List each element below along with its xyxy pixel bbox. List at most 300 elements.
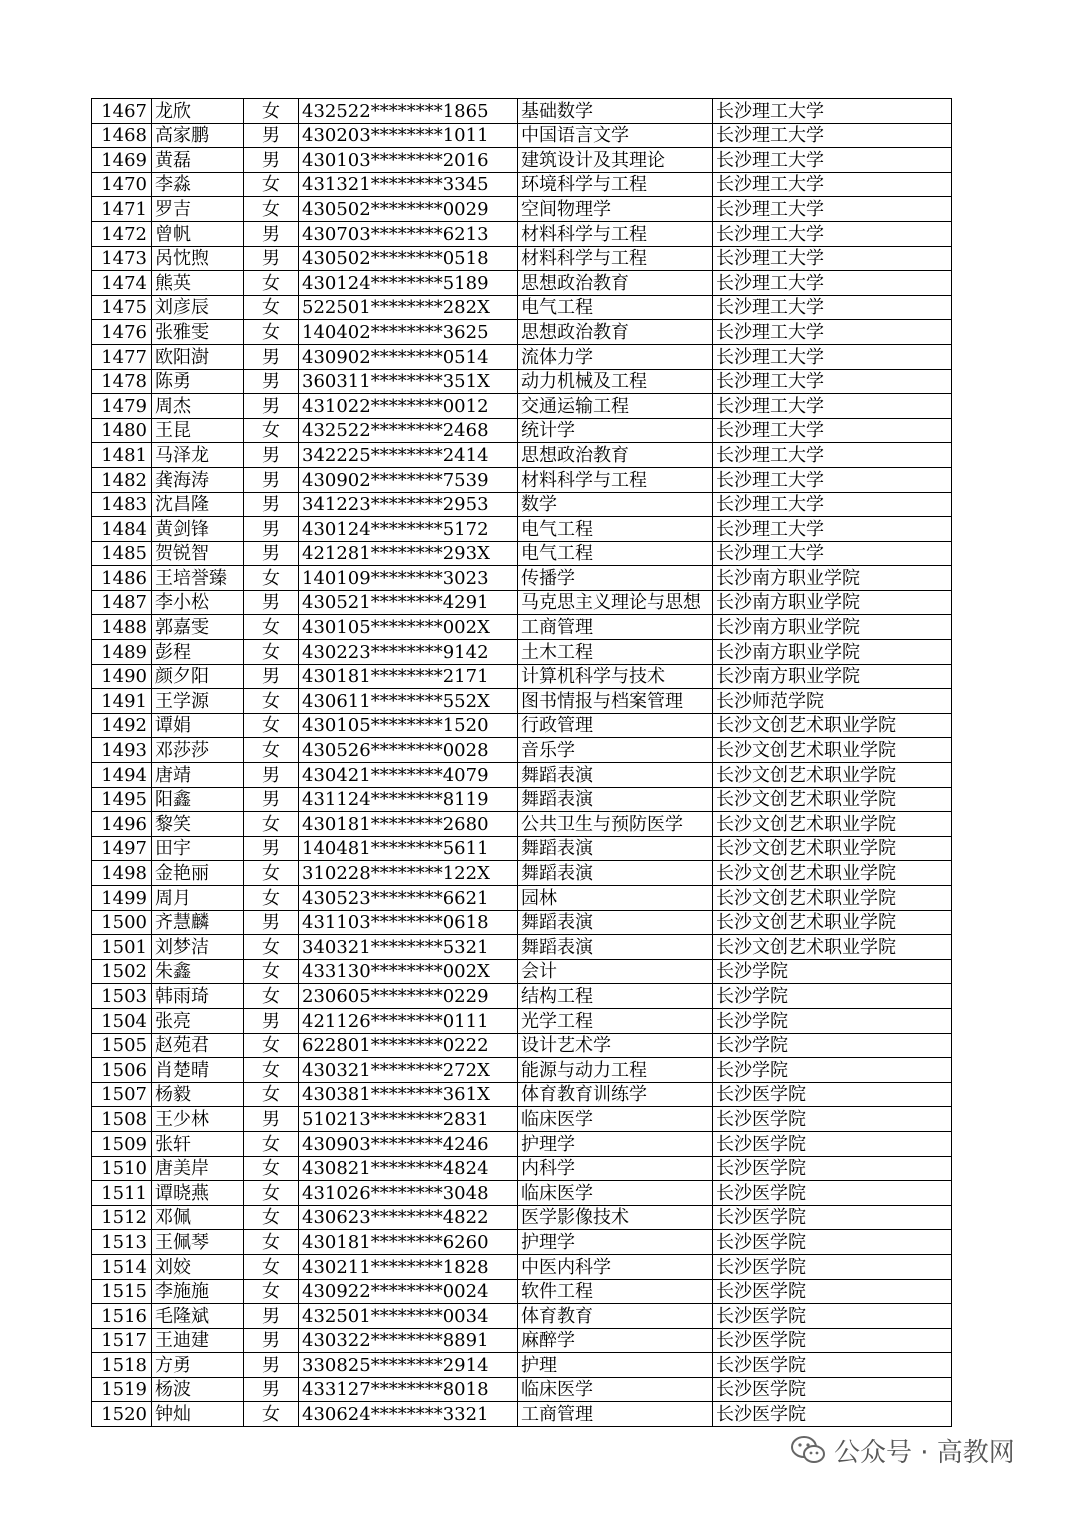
major-cell: 思想政治教育 xyxy=(518,443,713,468)
row-number-cell: 1498 xyxy=(92,861,152,886)
id-number-cell: 522501********282X xyxy=(299,295,518,320)
row-number-cell: 1520 xyxy=(92,1402,152,1427)
school-cell: 长沙医学院 xyxy=(713,1279,952,1304)
major-cell: 公共卫生与预防医学 xyxy=(518,812,713,837)
row-number-cell: 1481 xyxy=(92,443,152,468)
school-cell: 长沙医学院 xyxy=(713,1254,952,1279)
id-number-cell: 430624********3321 xyxy=(299,1402,518,1427)
school-cell: 长沙医学院 xyxy=(713,1156,952,1181)
school-cell: 长沙医学院 xyxy=(713,1107,952,1132)
gender-cell: 男 xyxy=(244,1353,299,1378)
student-name-cell: 杨波 xyxy=(152,1377,244,1402)
id-number-cell: 433130********002X xyxy=(299,959,518,984)
row-number-cell: 1507 xyxy=(92,1082,152,1107)
gender-cell: 女 xyxy=(244,713,299,738)
id-number-cell: 340321********5321 xyxy=(299,935,518,960)
gender-cell: 女 xyxy=(244,418,299,443)
school-cell: 长沙医学院 xyxy=(713,1377,952,1402)
gender-cell: 女 xyxy=(244,197,299,222)
major-cell: 交通运输工程 xyxy=(518,394,713,419)
row-number-cell: 1472 xyxy=(92,221,152,246)
row-number-cell: 1487 xyxy=(92,590,152,615)
school-cell: 长沙文创艺术职业学院 xyxy=(713,886,952,911)
major-cell: 软件工程 xyxy=(518,1279,713,1304)
table-row xyxy=(92,812,952,837)
school-cell: 长沙医学院 xyxy=(713,1230,952,1255)
major-cell: 园林 xyxy=(518,886,713,911)
student-name-cell: 黄磊 xyxy=(152,148,244,173)
school-cell: 长沙学院 xyxy=(713,1058,952,1083)
gender-cell: 男 xyxy=(244,541,299,566)
school-cell: 长沙理工大学 xyxy=(713,221,952,246)
table-row xyxy=(92,836,952,861)
major-cell: 舞蹈表演 xyxy=(518,787,713,812)
table-row xyxy=(92,418,952,443)
id-number-cell: 431026********3048 xyxy=(299,1181,518,1206)
gender-cell: 女 xyxy=(244,861,299,886)
table-row xyxy=(92,713,952,738)
student-name-cell: 唐美岸 xyxy=(152,1156,244,1181)
gender-cell: 女 xyxy=(244,984,299,1009)
row-number-cell: 1504 xyxy=(92,1008,152,1033)
school-cell: 长沙理工大学 xyxy=(713,492,952,517)
row-number-cell: 1475 xyxy=(92,295,152,320)
table-row xyxy=(92,689,952,714)
row-number-cell: 1496 xyxy=(92,812,152,837)
row-number-cell: 1473 xyxy=(92,246,152,271)
major-cell: 中医内科学 xyxy=(518,1254,713,1279)
student-name-cell: 王少林 xyxy=(152,1107,244,1132)
major-cell: 土木工程 xyxy=(518,640,713,665)
row-number-cell: 1509 xyxy=(92,1131,152,1156)
major-cell: 医学影像技术 xyxy=(518,1205,713,1230)
student-name-cell: 王培誉臻 xyxy=(152,566,244,591)
school-cell: 长沙南方职业学院 xyxy=(713,615,952,640)
table-row xyxy=(92,787,952,812)
id-number-cell: 430124********5172 xyxy=(299,517,518,542)
school-cell: 长沙理工大学 xyxy=(713,394,952,419)
id-number-cell: 430521********4291 xyxy=(299,590,518,615)
table-row xyxy=(92,1156,952,1181)
school-cell: 长沙文创艺术职业学院 xyxy=(713,861,952,886)
table-row xyxy=(92,99,952,124)
gender-cell: 女 xyxy=(244,172,299,197)
table-row xyxy=(92,344,952,369)
student-name-cell: 王昆 xyxy=(152,418,244,443)
table-row xyxy=(92,738,952,763)
id-number-cell: 230605********0229 xyxy=(299,984,518,1009)
major-cell: 基础数学 xyxy=(518,99,713,124)
table-row xyxy=(92,1107,952,1132)
row-number-cell: 1503 xyxy=(92,984,152,1009)
watermark xyxy=(790,1430,1015,1470)
school-cell: 长沙文创艺术职业学院 xyxy=(713,836,952,861)
table-row xyxy=(92,1279,952,1304)
school-cell: 长沙文创艺术职业学院 xyxy=(713,763,952,788)
id-number-cell: 430526********0028 xyxy=(299,738,518,763)
id-number-cell: 430223********9142 xyxy=(299,640,518,665)
major-cell: 思想政治教育 xyxy=(518,320,713,345)
student-name-cell: 曾帆 xyxy=(152,221,244,246)
row-number-cell: 1486 xyxy=(92,566,152,591)
major-cell: 数学 xyxy=(518,492,713,517)
gender-cell: 男 xyxy=(244,517,299,542)
row-number-cell: 1518 xyxy=(92,1353,152,1378)
row-number-cell: 1467 xyxy=(92,99,152,124)
row-number-cell: 1506 xyxy=(92,1058,152,1083)
table-row xyxy=(92,394,952,419)
major-cell: 光学工程 xyxy=(518,1008,713,1033)
school-cell: 长沙学院 xyxy=(713,1033,952,1058)
id-number-cell: 430623********4822 xyxy=(299,1205,518,1230)
major-cell: 体育教育 xyxy=(518,1304,713,1329)
student-name-cell: 李施施 xyxy=(152,1279,244,1304)
student-name-cell: 杨毅 xyxy=(152,1082,244,1107)
school-cell: 长沙医学院 xyxy=(713,1205,952,1230)
school-cell: 长沙医学院 xyxy=(713,1402,952,1427)
school-cell: 长沙文创艺术职业学院 xyxy=(713,910,952,935)
student-name-cell: 罗吉 xyxy=(152,197,244,222)
id-number-cell: 430203********1011 xyxy=(299,123,518,148)
school-cell: 长沙理工大学 xyxy=(713,148,952,173)
gender-cell: 男 xyxy=(244,1107,299,1132)
id-number-cell: 430502********0518 xyxy=(299,246,518,271)
student-name-cell: 钟灿 xyxy=(152,1402,244,1427)
gender-cell: 男 xyxy=(244,369,299,394)
major-cell: 临床医学 xyxy=(518,1181,713,1206)
major-cell: 空间物理学 xyxy=(518,197,713,222)
table-row xyxy=(92,861,952,886)
gender-cell: 女 xyxy=(244,1156,299,1181)
gender-cell: 男 xyxy=(244,787,299,812)
gender-cell: 男 xyxy=(244,1304,299,1329)
row-number-cell: 1476 xyxy=(92,320,152,345)
gender-cell: 女 xyxy=(244,812,299,837)
gender-cell: 女 xyxy=(244,1058,299,1083)
table-row xyxy=(92,320,952,345)
gender-cell: 男 xyxy=(244,123,299,148)
student-name-cell: 金艳丽 xyxy=(152,861,244,886)
major-cell: 体育教育训练学 xyxy=(518,1082,713,1107)
row-number-cell: 1482 xyxy=(92,467,152,492)
row-number-cell: 1492 xyxy=(92,713,152,738)
student-name-cell: 肖楚晴 xyxy=(152,1058,244,1083)
gender-cell: 男 xyxy=(244,763,299,788)
row-number-cell: 1515 xyxy=(92,1279,152,1304)
student-name-cell: 方勇 xyxy=(152,1353,244,1378)
table-row xyxy=(92,467,952,492)
table-row xyxy=(92,123,952,148)
school-cell: 长沙理工大学 xyxy=(713,369,952,394)
gender-cell: 女 xyxy=(244,99,299,124)
gender-cell: 男 xyxy=(244,1328,299,1353)
major-cell: 动力机械及工程 xyxy=(518,369,713,394)
id-number-cell: 430124********5189 xyxy=(299,271,518,296)
major-cell: 中国语言文学 xyxy=(518,123,713,148)
id-number-cell: 510213********2831 xyxy=(299,1107,518,1132)
major-cell: 护理学 xyxy=(518,1230,713,1255)
id-number-cell: 430703********6213 xyxy=(299,221,518,246)
row-number-cell: 1484 xyxy=(92,517,152,542)
table-row xyxy=(92,1304,952,1329)
major-cell: 流体力学 xyxy=(518,344,713,369)
id-number-cell: 432501********0034 xyxy=(299,1304,518,1329)
id-number-cell: 430105********1520 xyxy=(299,713,518,738)
student-name-cell: 郭嘉雯 xyxy=(152,615,244,640)
table-row xyxy=(92,615,952,640)
table-row xyxy=(92,1353,952,1378)
gender-cell: 女 xyxy=(244,689,299,714)
school-cell: 长沙南方职业学院 xyxy=(713,664,952,689)
row-number-cell: 1508 xyxy=(92,1107,152,1132)
major-cell: 护理学 xyxy=(518,1131,713,1156)
table-row xyxy=(92,443,952,468)
school-cell: 长沙文创艺术职业学院 xyxy=(713,738,952,763)
gender-cell: 女 xyxy=(244,320,299,345)
gender-cell: 女 xyxy=(244,886,299,911)
student-name-cell: 谭娟 xyxy=(152,713,244,738)
table-row xyxy=(92,1230,952,1255)
id-number-cell: 421281********293X xyxy=(299,541,518,566)
id-number-cell: 140402********3625 xyxy=(299,320,518,345)
student-name-cell: 呙忱煦 xyxy=(152,246,244,271)
gender-cell: 男 xyxy=(244,394,299,419)
row-number-cell: 1471 xyxy=(92,197,152,222)
student-name-cell: 龙欣 xyxy=(152,99,244,124)
row-number-cell: 1510 xyxy=(92,1156,152,1181)
table-row xyxy=(92,295,952,320)
gender-cell: 男 xyxy=(244,467,299,492)
student-name-cell: 马泽龙 xyxy=(152,443,244,468)
id-number-cell: 430523********6621 xyxy=(299,886,518,911)
major-cell: 舞蹈表演 xyxy=(518,861,713,886)
student-name-cell: 李淼 xyxy=(152,172,244,197)
table-row xyxy=(92,1402,952,1427)
gender-cell: 男 xyxy=(244,148,299,173)
major-cell: 设计艺术学 xyxy=(518,1033,713,1058)
student-name-cell: 颜夕阳 xyxy=(152,664,244,689)
table-row xyxy=(92,148,952,173)
gender-cell: 男 xyxy=(244,443,299,468)
id-number-cell: 342225********2414 xyxy=(299,443,518,468)
major-cell: 舞蹈表演 xyxy=(518,836,713,861)
school-cell: 长沙南方职业学院 xyxy=(713,566,952,591)
major-cell: 舞蹈表演 xyxy=(518,763,713,788)
id-number-cell: 432522********2468 xyxy=(299,418,518,443)
student-name-cell: 赵苑君 xyxy=(152,1033,244,1058)
row-number-cell: 1491 xyxy=(92,689,152,714)
school-cell: 长沙文创艺术职业学院 xyxy=(713,812,952,837)
id-number-cell: 430421********4079 xyxy=(299,763,518,788)
school-cell: 长沙南方职业学院 xyxy=(713,640,952,665)
admission-roster-table xyxy=(91,98,952,1427)
table-row xyxy=(92,640,952,665)
gender-cell: 女 xyxy=(244,615,299,640)
student-name-cell: 谭晓燕 xyxy=(152,1181,244,1206)
student-name-cell: 刘彦辰 xyxy=(152,295,244,320)
gender-cell: 女 xyxy=(244,1131,299,1156)
student-name-cell: 毛隆斌 xyxy=(152,1304,244,1329)
school-cell: 长沙文创艺术职业学院 xyxy=(713,713,952,738)
school-cell: 长沙理工大学 xyxy=(713,295,952,320)
major-cell: 临床医学 xyxy=(518,1107,713,1132)
school-cell: 长沙理工大学 xyxy=(713,344,952,369)
major-cell: 传播学 xyxy=(518,566,713,591)
table-row xyxy=(92,197,952,222)
major-cell: 电气工程 xyxy=(518,541,713,566)
row-number-cell: 1514 xyxy=(92,1254,152,1279)
row-number-cell: 1483 xyxy=(92,492,152,517)
student-name-cell: 唐靖 xyxy=(152,763,244,788)
gender-cell: 男 xyxy=(244,492,299,517)
gender-cell: 女 xyxy=(244,566,299,591)
id-number-cell: 430321********272X xyxy=(299,1058,518,1083)
table-row xyxy=(92,172,952,197)
school-cell: 长沙理工大学 xyxy=(713,123,952,148)
row-number-cell: 1500 xyxy=(92,910,152,935)
wechat-icon xyxy=(790,1435,826,1465)
school-cell: 长沙理工大学 xyxy=(713,320,952,345)
table-row xyxy=(92,1058,952,1083)
school-cell: 长沙理工大学 xyxy=(713,443,952,468)
student-name-cell: 陈勇 xyxy=(152,369,244,394)
major-cell: 统计学 xyxy=(518,418,713,443)
table-row xyxy=(92,541,952,566)
student-name-cell: 王迪建 xyxy=(152,1328,244,1353)
id-number-cell: 430902********0514 xyxy=(299,344,518,369)
row-number-cell: 1490 xyxy=(92,664,152,689)
id-number-cell: 431321********3345 xyxy=(299,172,518,197)
roster-body xyxy=(92,99,952,1427)
student-name-cell: 邓莎莎 xyxy=(152,738,244,763)
gender-cell: 男 xyxy=(244,1377,299,1402)
student-name-cell: 周月 xyxy=(152,886,244,911)
table-row xyxy=(92,935,952,960)
table-row xyxy=(92,1033,952,1058)
id-number-cell: 421126********0111 xyxy=(299,1008,518,1033)
school-cell: 长沙医学院 xyxy=(713,1082,952,1107)
gender-cell: 女 xyxy=(244,1254,299,1279)
student-name-cell: 贺锐智 xyxy=(152,541,244,566)
table-row xyxy=(92,369,952,394)
gender-cell: 女 xyxy=(244,935,299,960)
gender-cell: 男 xyxy=(244,836,299,861)
gender-cell: 女 xyxy=(244,1402,299,1427)
major-cell: 护理 xyxy=(518,1353,713,1378)
school-cell: 长沙理工大学 xyxy=(713,467,952,492)
row-number-cell: 1468 xyxy=(92,123,152,148)
id-number-cell: 430381********361X xyxy=(299,1082,518,1107)
table-row xyxy=(92,1082,952,1107)
gender-cell: 男 xyxy=(244,664,299,689)
major-cell: 计算机科学与技术 xyxy=(518,664,713,689)
major-cell: 结构工程 xyxy=(518,984,713,1009)
school-cell: 长沙文创艺术职业学院 xyxy=(713,935,952,960)
student-name-cell: 王学源 xyxy=(152,689,244,714)
student-name-cell: 黄剑锋 xyxy=(152,517,244,542)
student-name-cell: 刘姣 xyxy=(152,1254,244,1279)
school-cell: 长沙理工大学 xyxy=(713,271,952,296)
table-row xyxy=(92,492,952,517)
row-number-cell: 1489 xyxy=(92,640,152,665)
id-number-cell: 430211********1828 xyxy=(299,1254,518,1279)
student-name-cell: 张轩 xyxy=(152,1131,244,1156)
major-cell: 舞蹈表演 xyxy=(518,910,713,935)
major-cell: 音乐学 xyxy=(518,738,713,763)
school-cell: 长沙学院 xyxy=(713,984,952,1009)
id-number-cell: 330825********2914 xyxy=(299,1353,518,1378)
id-number-cell: 310228********122X xyxy=(299,861,518,886)
row-number-cell: 1516 xyxy=(92,1304,152,1329)
major-cell: 建筑设计及其理论 xyxy=(518,148,713,173)
row-number-cell: 1513 xyxy=(92,1230,152,1255)
school-cell: 长沙师范学院 xyxy=(713,689,952,714)
school-cell: 长沙理工大学 xyxy=(713,541,952,566)
school-cell: 长沙医学院 xyxy=(713,1328,952,1353)
student-name-cell: 高家鹏 xyxy=(152,123,244,148)
major-cell: 思想政治教育 xyxy=(518,271,713,296)
major-cell: 电气工程 xyxy=(518,295,713,320)
gender-cell: 男 xyxy=(244,344,299,369)
gender-cell: 男 xyxy=(244,221,299,246)
table-row xyxy=(92,221,952,246)
row-number-cell: 1479 xyxy=(92,394,152,419)
row-number-cell: 1474 xyxy=(92,271,152,296)
school-cell: 长沙医学院 xyxy=(713,1131,952,1156)
gender-cell: 男 xyxy=(244,590,299,615)
major-cell: 图书情报与档案管理 xyxy=(518,689,713,714)
student-name-cell: 朱鑫 xyxy=(152,959,244,984)
table-row xyxy=(92,1181,952,1206)
gender-cell: 女 xyxy=(244,271,299,296)
school-cell: 长沙理工大学 xyxy=(713,172,952,197)
id-number-cell: 430181********6260 xyxy=(299,1230,518,1255)
row-number-cell: 1517 xyxy=(92,1328,152,1353)
school-cell: 长沙医学院 xyxy=(713,1304,952,1329)
gender-cell: 女 xyxy=(244,738,299,763)
row-number-cell: 1499 xyxy=(92,886,152,911)
row-number-cell: 1501 xyxy=(92,935,152,960)
id-number-cell: 430922********0024 xyxy=(299,1279,518,1304)
table-row xyxy=(92,910,952,935)
id-number-cell: 430502********0029 xyxy=(299,197,518,222)
watermark-text: 公众号 · 高教网 xyxy=(834,1437,1015,1468)
table-row xyxy=(92,763,952,788)
id-number-cell: 430181********2171 xyxy=(299,664,518,689)
student-name-cell: 张亮 xyxy=(152,1008,244,1033)
id-number-cell: 430181********2680 xyxy=(299,812,518,837)
school-cell: 长沙医学院 xyxy=(713,1181,952,1206)
major-cell: 材料科学与工程 xyxy=(518,467,713,492)
student-name-cell: 张雅雯 xyxy=(152,320,244,345)
id-number-cell: 341223********2953 xyxy=(299,492,518,517)
student-name-cell: 韩雨琦 xyxy=(152,984,244,1009)
id-number-cell: 622801********0222 xyxy=(299,1033,518,1058)
row-number-cell: 1469 xyxy=(92,148,152,173)
student-name-cell: 邓佩 xyxy=(152,1205,244,1230)
row-number-cell: 1488 xyxy=(92,615,152,640)
row-number-cell: 1477 xyxy=(92,344,152,369)
school-cell: 长沙理工大学 xyxy=(713,517,952,542)
row-number-cell: 1512 xyxy=(92,1205,152,1230)
id-number-cell: 430105********002X xyxy=(299,615,518,640)
major-cell: 会计 xyxy=(518,959,713,984)
row-number-cell: 1480 xyxy=(92,418,152,443)
major-cell: 环境科学与工程 xyxy=(518,172,713,197)
table-row xyxy=(92,271,952,296)
id-number-cell: 430903********4246 xyxy=(299,1131,518,1156)
table-row xyxy=(92,959,952,984)
